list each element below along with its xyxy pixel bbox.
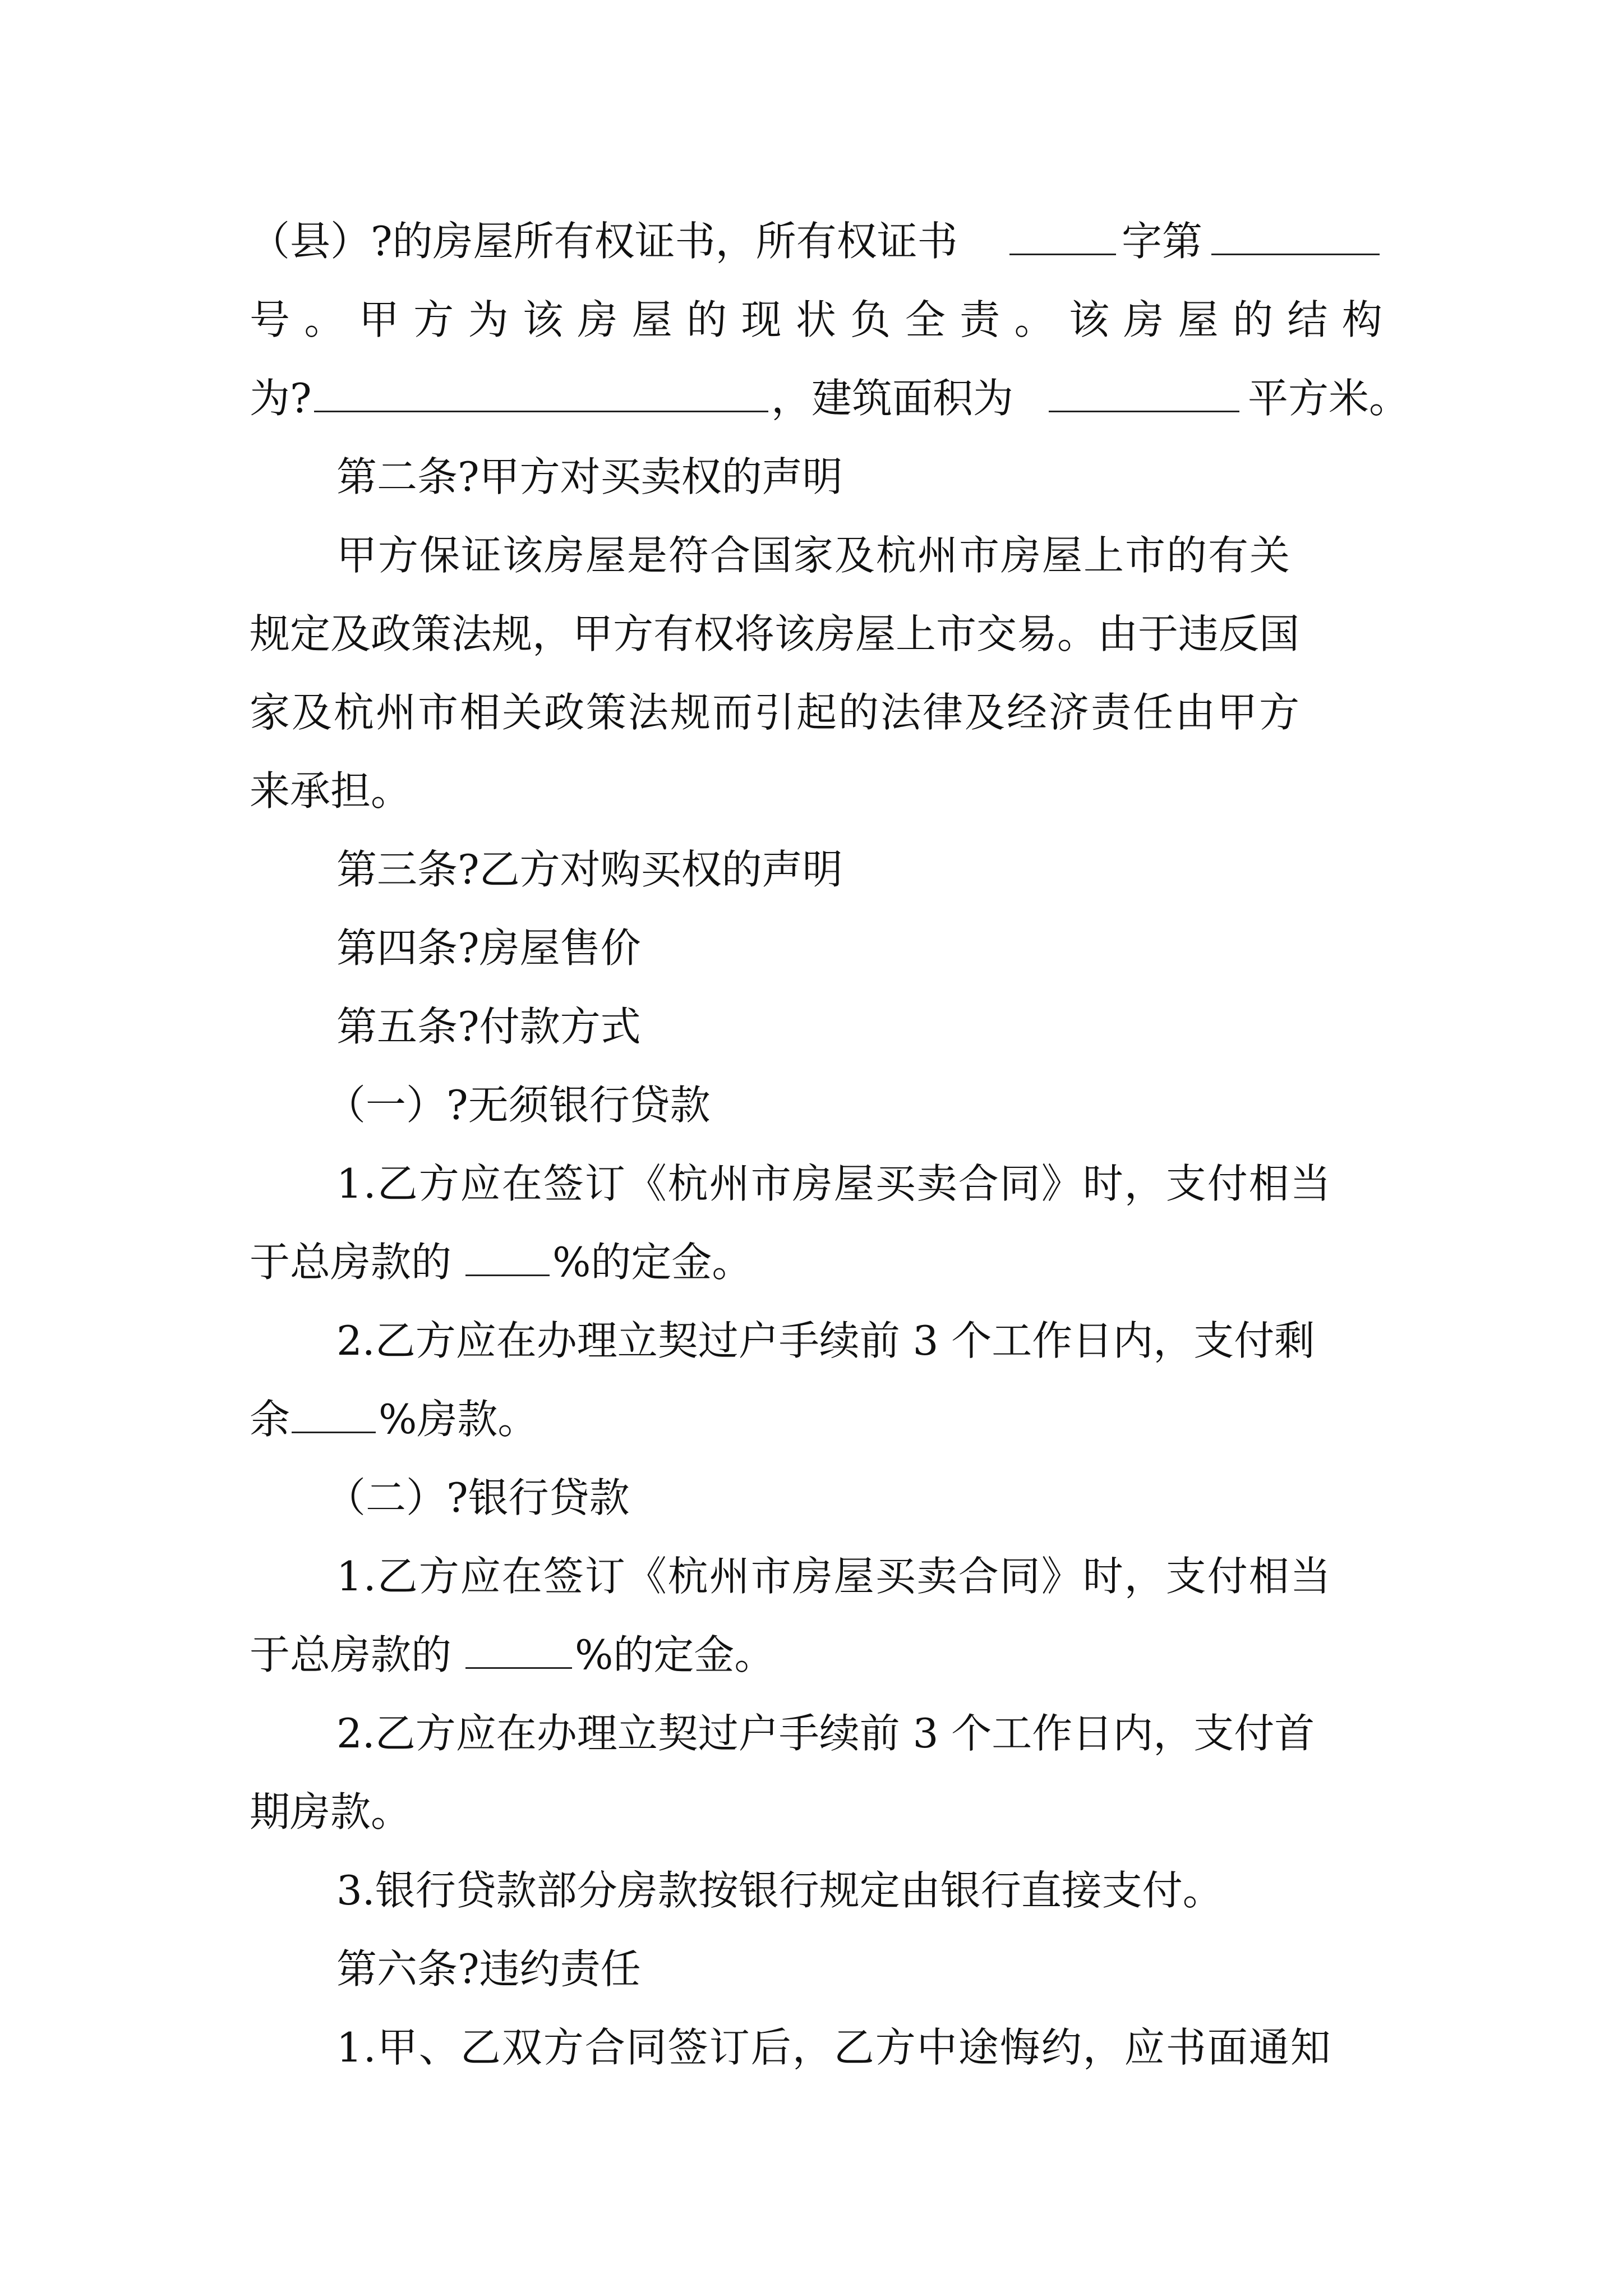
fill-blank: [292, 1432, 376, 1433]
text-run: 为?: [250, 375, 312, 422]
paragraph-line: [0, 1537, 1623, 1616]
char: 负: [850, 296, 891, 343]
paragraph-line: [0, 1616, 1623, 1694]
justified-text: [250, 280, 1382, 359]
paragraph-line: [0, 2008, 1623, 2087]
subsection-heading: [0, 1458, 1623, 1537]
char: 屋: [1178, 296, 1219, 343]
text-run: 于总房款的: [250, 1239, 452, 1286]
char: 为: [468, 296, 509, 343]
char: 的: [686, 296, 727, 343]
char: 责: [960, 296, 1000, 343]
text-run: 第三条?乙方对购买权的声明: [336, 846, 843, 893]
fill-blank: [465, 1667, 572, 1669]
text-run: 字第: [1122, 218, 1203, 265]
paragraph-line: [0, 280, 1623, 359]
section-heading: [0, 987, 1623, 1066]
text-run: 期房款。: [250, 1788, 412, 1835]
text-run: 1.甲、乙双方合同签订后，乙方中途悔约，应书面通知: [336, 2024, 1332, 2071]
char: 方: [413, 296, 454, 343]
paragraph-line: [0, 359, 1623, 438]
fill-blank: [1009, 254, 1116, 255]
text-run: （一）?无须银行贷款: [325, 1082, 711, 1129]
char: 。: [304, 296, 345, 343]
text-run: ，建筑面积为: [771, 375, 1014, 422]
paragraph-line: [0, 1773, 1623, 1851]
subsection-heading: [0, 1066, 1623, 1144]
text-run: 2.乙方应在办理立契过户手续前 3 个工作日内，支付剩: [336, 1317, 1315, 1364]
section-heading: [0, 830, 1623, 909]
char: 房: [1123, 296, 1164, 343]
char: 该: [522, 296, 563, 343]
fill-blank: [465, 1274, 550, 1276]
text-run: 第二条?甲方对买卖权的声明: [336, 453, 843, 500]
char: 房: [577, 296, 618, 343]
char: 号: [250, 296, 291, 343]
text-run: （二）?银行贷款: [325, 1474, 630, 1521]
text-run: %的定金。: [575, 1631, 775, 1678]
text-run: 平方米。: [1248, 375, 1410, 422]
text-run: 余: [250, 1396, 291, 1443]
text-run: %房款。: [379, 1396, 538, 1443]
text-run: 第五条?付款方式: [336, 1003, 641, 1050]
char: 屋: [631, 296, 672, 343]
text-run: 1.乙方应在签订《杭州市房屋买卖合同》时，支付相当: [336, 1553, 1332, 1600]
char: 甲: [358, 296, 399, 343]
paragraph-line: [0, 516, 1623, 595]
paragraph-line: [0, 595, 1623, 673]
char: 构: [1341, 296, 1382, 343]
text-run: 3.银行贷款部分房款按银行规定由银行直接支付。: [336, 1867, 1223, 1914]
char: 现: [741, 296, 782, 343]
char: 全: [905, 296, 946, 343]
paragraph-line: [0, 673, 1623, 752]
text-run: 家及杭州市相关政策法规而引起的法律及经济责任由甲方: [250, 689, 1302, 736]
char: 结: [1287, 296, 1328, 343]
char: 的: [1233, 296, 1274, 343]
text-run: 2.乙方应在办理立契过户手续前 3 个工作日内，支付首: [336, 1710, 1315, 1757]
fill-blank: [314, 411, 768, 412]
paragraph-line: [0, 1223, 1623, 1301]
text-run: 甲方保证该房屋是符合国家及杭州市房屋上市的有关: [336, 532, 1292, 579]
text-run: 于总房款的: [250, 1631, 452, 1678]
char: 该: [1068, 296, 1109, 343]
text-run: 1.乙方应在签订《杭州市房屋买卖合同》时，支付相当: [336, 1160, 1332, 1207]
paragraph-line: [0, 1851, 1623, 1930]
text-run: %的定金。: [552, 1239, 753, 1286]
section-heading: [0, 438, 1623, 516]
section-heading: [0, 909, 1623, 987]
text-run: 第六条?违约责任: [336, 1945, 641, 1993]
paragraph-line: [0, 1301, 1623, 1380]
section-heading: [0, 1930, 1623, 2008]
text-run: 来承担。: [250, 767, 412, 815]
text-run: 规定及政策法规，甲方有权将该房屋上市交易。由于违反国: [250, 610, 1300, 657]
paragraph-line: [0, 1144, 1623, 1223]
paragraph-line: [0, 1380, 1623, 1458]
char: 状: [795, 296, 836, 343]
paragraph-line: [0, 202, 1623, 280]
char: 。: [1014, 296, 1055, 343]
fill-blank: [1211, 254, 1380, 255]
fill-blank: [1049, 411, 1239, 412]
paragraph-line: [0, 752, 1623, 830]
paragraph-line: [0, 1694, 1623, 1773]
text-run: （县）?的房屋所有权证书，所有权证书: [250, 218, 958, 265]
text-run: 第四条?房屋售价: [336, 924, 641, 972]
